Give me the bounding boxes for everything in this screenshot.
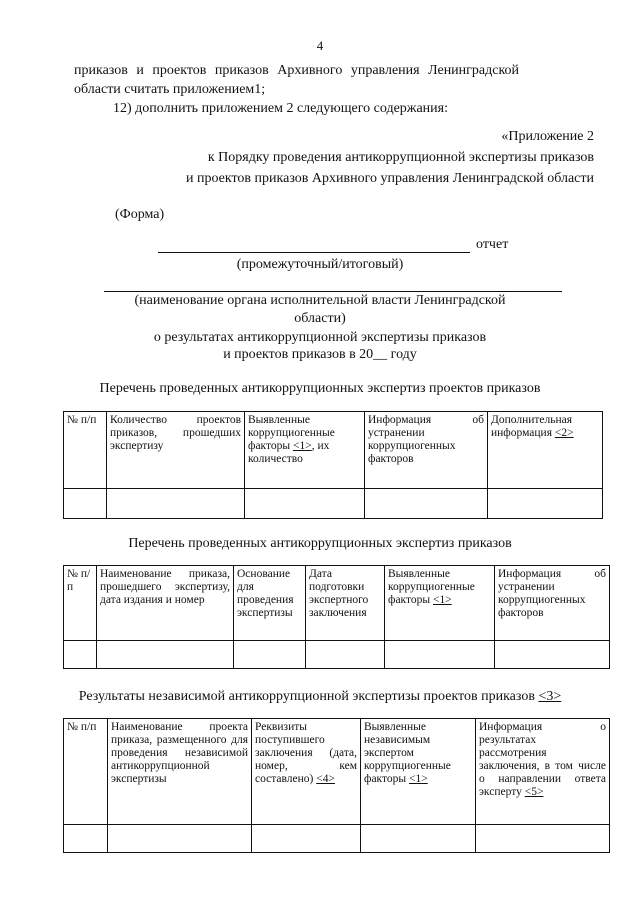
table-cell (64, 489, 107, 519)
footnote-ref[interactable]: <5> (524, 786, 544, 798)
table-cell (488, 489, 603, 519)
table-cell (252, 825, 361, 853)
appendix-subtitle-1: к Порядку проведения антикоррупционной экспертизы приказов (207, 150, 594, 165)
report-type-blank-line (158, 252, 470, 253)
organ-caption-line-2: области) (294, 311, 346, 326)
page-number: 4 (316, 38, 324, 53)
table1-header-count: Количество проектов приказов, прошедших экспертизу (107, 412, 245, 489)
table1-header-num: № п/п (64, 412, 107, 489)
table-cell (107, 489, 245, 519)
report-word: отчет (476, 237, 509, 252)
footnote-ref[interactable]: <1> (408, 773, 428, 785)
intro-line-3: 12) дополнить приложением 2 следующего содержания: (113, 101, 448, 116)
table2-header-elimination: Информация об устранении коррупциогенных факторов (495, 566, 610, 641)
table-cell (97, 641, 234, 669)
footnote-ref[interactable]: <4> (316, 773, 335, 785)
table2-empty-row (64, 641, 610, 669)
table-cell (476, 825, 610, 853)
intro-line-2: области считать приложением1; (74, 82, 266, 97)
table-cell (64, 825, 108, 853)
table-cell (385, 641, 495, 669)
report-subject-line-2: и проектов приказов в 20__ году (223, 347, 417, 362)
table2 (63, 565, 610, 669)
table1-header-additional: Дополнительная информация <2> (488, 412, 603, 489)
table3-header-requisites: Реквизиты поступившего заключения (дата, номер, кем составлено) <4> (252, 719, 361, 825)
table1-header-factors: Выявленные коррупциогенные факторы <1>, их количество (245, 412, 365, 489)
form-label: (Форма) (115, 207, 165, 222)
table1-header-elimination: Информация об устранении коррупциогенных факторов (365, 412, 488, 489)
footnote-ref[interactable]: <1> (432, 594, 452, 606)
table3-title: Результаты независимой антикоррупционной экспертизы проектов приказов <3> (78, 689, 562, 704)
table2-header-num: № п/п (64, 566, 97, 641)
table3-header-name: Наименование проекта приказа, размещенного для проведения независимой антикоррупционной экспертизы (108, 719, 252, 825)
table3-header-result: Информация о результатах рассмотрения заключения, в том числе о направлении ответа эксперту <5> (476, 719, 610, 825)
table3-header-factors: Выявленные независимым экспертом коррупциогенные факторы <1> (361, 719, 476, 825)
table2-header-row (64, 566, 610, 641)
footnote-ref[interactable]: <3> (538, 689, 562, 704)
organ-name-blank-line (104, 291, 562, 292)
appendix-subtitle-2: и проектов приказов Архивного управления Ленинградской области (186, 171, 594, 186)
report-type-caption: (промежуточный/итоговый) (236, 257, 404, 272)
table1-empty-row (64, 489, 603, 519)
organ-caption-line-1: (наименование органа исполнительной власти Ленинградской (134, 293, 506, 308)
table3-header-num: № п/п (64, 719, 108, 825)
table2-header-basis: Основание для проведения экспертизы (234, 566, 306, 641)
table2-title: Перечень проведенных антикоррупционных экспертиз приказов (128, 536, 512, 551)
table-cell (306, 641, 385, 669)
table-cell (108, 825, 252, 853)
table1-title: Перечень проведенных антикоррупционных экспертиз проектов приказов (99, 381, 541, 396)
report-subject-line-1: о результатах антикоррупционной экспертизы приказов (153, 330, 487, 345)
intro-line-1: приказов и проектов приказов Архивного управления Ленинградской (74, 63, 520, 78)
table1-header-row (64, 412, 603, 489)
table-cell (64, 641, 97, 669)
table2-header-name: Наименование приказа, прошедшего экспертизу, дата издания и номер (97, 566, 234, 641)
table-cell (365, 489, 488, 519)
table3-header-row (64, 719, 610, 825)
table3 (63, 718, 610, 853)
appendix-title: «Приложение 2 (501, 129, 594, 144)
table1 (63, 411, 603, 519)
table2-header-date: Дата подготовки экспертного заключения (306, 566, 385, 641)
footnote-ref[interactable]: <2> (554, 427, 574, 439)
table-cell (245, 489, 365, 519)
table2-header-factors: Выявленные коррупциогенные факторы <1> (385, 566, 495, 641)
table-cell (361, 825, 476, 853)
table-cell (495, 641, 610, 669)
table3-empty-row (64, 825, 610, 853)
footnote-ref[interactable]: <1> (292, 440, 312, 452)
table-cell (234, 641, 306, 669)
